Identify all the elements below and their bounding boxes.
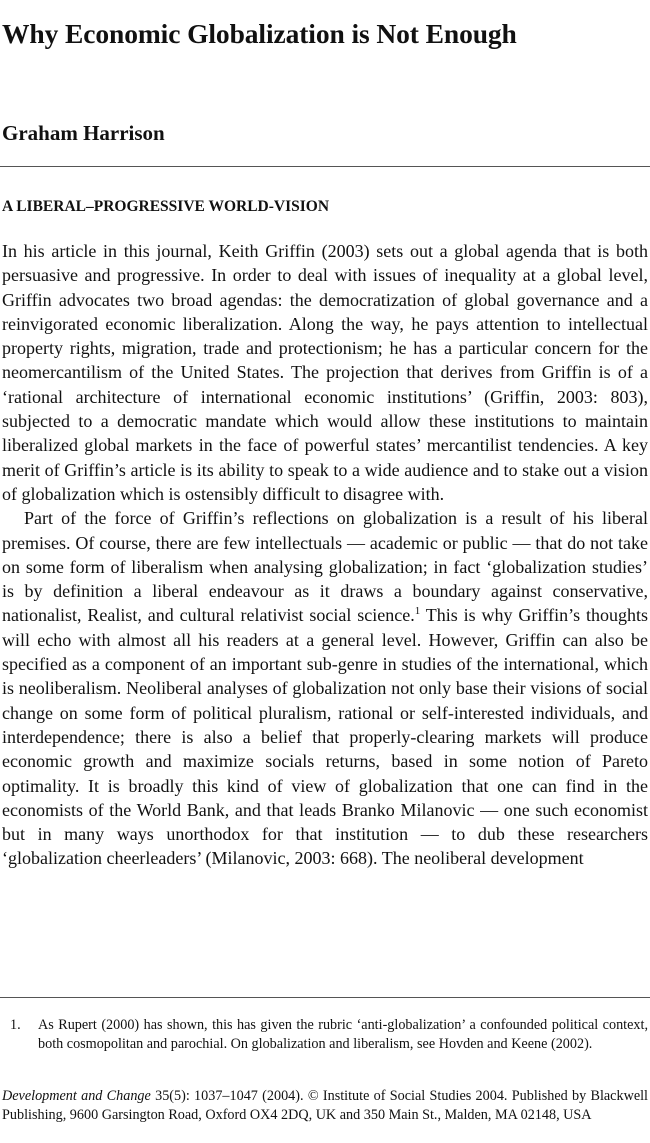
journal-name: Development and Change xyxy=(2,1088,151,1104)
paragraph-2-text-start: Part of the force of Griffin’s reflections on globalization is a result of his liberal premises. Of course, there are few intellectuals — academic or public — that do not take on some form of liberalism when analysing globalization; in fact ‘globalization studies’ is by definition a liberal endeavour as it draws a boundary against conservative, nationalist, Realist, and cultural relativist social science. xyxy=(2,508,648,626)
citation-details: 35(5): 1037–1047 (2004). © Institute of Social Studies 2004. Published by Blackwell Publishing, 9600 Garsington Road, Oxford OX4 2DQ, UK and 350 Main St., Malden, MA 02148, USA xyxy=(2,1088,648,1123)
article-body xyxy=(2,239,648,871)
body-paragraph-1: In his article in this journal, Keith Griffin (2003) sets out a global agenda that is both persuasive and progressive. In order to deal with issues of inequality at a global level, Griffin advocates two broad agendas: the democratization of global governance and a reinvigorated economic liberalization. Along the way, he pays attention to intellectual property rights, migration, trade and protectionism; he has a particular concern for the neomercantilism of the United States. The projection that derives from Griffin is of a ‘rational architecture of international economic institutions’ (Griffin, 2003: 803), subjected to a democratic mandate which would allow these institutions to maintain liberalized global markets in the face of powerful states’ mercantilist tendencies. A key merit of Griffin’s article is its ability to speak to a wide audience and to stake out a vision of globalization which is ostensibly difficult to disagree with. xyxy=(2,241,648,504)
footnotes xyxy=(2,1016,648,1053)
footnote-rule xyxy=(0,997,650,998)
header-rule xyxy=(0,166,650,167)
section-heading: A LIBERAL–PROGRESSIVE WORLD-VISION xyxy=(2,198,330,215)
article-title: Why Economic Globalization is Not Enough xyxy=(2,18,517,49)
footnote-number: 1. xyxy=(10,1017,21,1033)
paragraph-2-text-end: This is why Griffin’s thoughts will echo with almost all his readers at a general level. However, Griffin can also be specified as a component of an important sub-genre in studies of the international, which is neoliberalism. Neoliberal analyses of globalization not only base their visions of social change on some form of political pluralism, rational or self-interested individuals, and interdependence; there is also a belief that properly-clearing markets will produce economic growth and maximize socials returns, based in some notion of Pareto optimality. It is broadly this kind of view of globalization that one can find in the economists of the World Bank, and that leads Branko Milanovic — one such economist but in many ways unorthodox for that institution — to dub these researchers ‘globalization cheerleaders’ (Milanovic, 2003: 668). The neoliberal development xyxy=(2,605,648,869)
footnote-reference-1: 1 xyxy=(414,605,421,618)
body-paragraph-2 xyxy=(2,506,648,870)
footnote-text: As Rupert (2000) has shown, this has given the rubric ‘anti-globalization’ a confounded political context, both cosmopolitan and parochial. On globalization and liberalism, see Hovden and Keene (2002). xyxy=(38,1017,648,1052)
footnote-1 xyxy=(2,1016,648,1053)
article-author: Graham Harrison xyxy=(2,121,165,145)
journal-citation xyxy=(2,1087,648,1124)
